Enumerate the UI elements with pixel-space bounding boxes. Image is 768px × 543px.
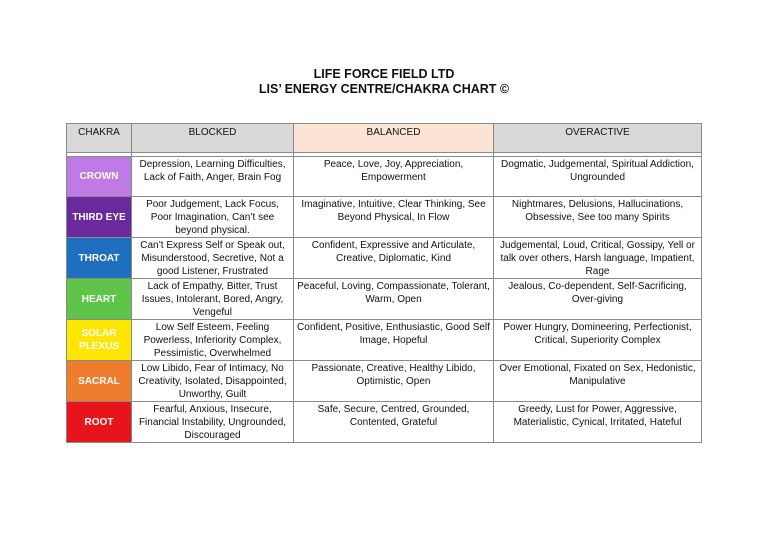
overactive-cell: Greedy, Lust for Power, Aggressive, Materialistic, Cynical, Irritated, Hateful	[494, 402, 702, 443]
table-row	[67, 157, 702, 197]
header-blocked: BLOCKED	[132, 124, 294, 153]
balanced-cell: Peace, Love, Joy, Appreciation, Empowerment	[294, 157, 494, 197]
overactive-cell: Judgemental, Loud, Critical, Gossipy, Yell or talk over others, Harsh language, Impatient, Rage	[494, 238, 702, 279]
overactive-cell: Nightmares, Delusions, Hallucinations, Obsessive, See too many Spirits	[494, 197, 702, 238]
overactive-cell: Dogmatic, Judgemental, Spiritual Addiction, Ungrounded	[494, 157, 702, 197]
chakra-name-sacral: SACRAL	[67, 361, 132, 402]
table-row	[67, 320, 702, 361]
company-title: LIFE FORCE FIELD LTD	[313, 67, 455, 81]
blocked-cell: Lack of Empathy, Bitter, Trust Issues, Intolerant, Bored, Angry, Vengeful	[132, 279, 294, 320]
balanced-cell: Peaceful, Loving, Compassionate, Tolerant, Warm, Open	[294, 279, 494, 320]
header-overactive: OVERACTIVE	[494, 124, 702, 153]
chakra-name-heart: HEART	[67, 279, 132, 320]
blocked-cell: Depression, Learning Difficulties, Lack of Faith, Anger, Brain Fog	[132, 157, 294, 197]
chakra-name-throat: THROAT	[67, 238, 132, 279]
overactive-cell: Jealous, Co-dependent, Self-Sacrificing, Over-giving	[494, 279, 702, 320]
chakra-name-crown: CROWN	[67, 157, 132, 197]
balanced-cell: Safe, Secure, Centred, Grounded, Contented, Grateful	[294, 402, 494, 443]
overactive-cell: Over Emotional, Fixated on Sex, Hedonistic, Manipulative	[494, 361, 702, 402]
chart-title: LIS’ ENERGY CENTRE/CHAKRA CHART ©	[258, 82, 510, 96]
table-row	[67, 238, 702, 279]
header-chakra: CHAKRA	[67, 124, 132, 153]
blocked-cell: Fearful, Anxious, Insecure, Financial Instability, Ungrounded, Discouraged	[132, 402, 294, 443]
blocked-cell: Low Self Esteem, Feeling Powerless, Inferiority Complex, Pessimistic, Overwhelmed	[132, 320, 294, 361]
chakra-name-third-eye: THIRD EYE	[67, 197, 132, 238]
table-row	[67, 361, 702, 402]
blocked-cell: Can’t Express Self or Speak out, Misunderstood, Secretive, Not a good Listener, Frustrated	[132, 238, 294, 279]
table-row	[67, 279, 702, 320]
blocked-cell: Poor Judgement, Lack Focus, Poor Imagination, Can’t see beyond physical.	[132, 197, 294, 238]
balanced-cell: Confident, Positive, Enthusiastic, Good Self Image, Hopeful	[294, 320, 494, 361]
chakra-name-solar-plexus: SOLAR PLEXUS	[67, 320, 132, 361]
balanced-cell: Passionate, Creative, Healthy Libido, Optimistic, Open	[294, 361, 494, 402]
header-row	[67, 124, 702, 153]
balanced-cell: Confident, Expressive and Articulate, Creative, Diplomatic, Kind	[294, 238, 494, 279]
blocked-cell: Low Libido, Fear of Intimacy, No Creativity, Isolated, Disappointed, Unworthy, Guilt	[132, 361, 294, 402]
chakra-table	[66, 123, 702, 443]
header-balanced: BALANCED	[294, 124, 494, 153]
table-row	[67, 402, 702, 443]
table-row	[67, 197, 702, 238]
balanced-cell: Imaginative, Intuitive, Clear Thinking, See Beyond Physical, In Flow	[294, 197, 494, 238]
overactive-cell: Power Hungry, Domineering, Perfectionist, Critical, Superiority Complex	[494, 320, 702, 361]
chakra-name-root: ROOT	[67, 402, 132, 443]
